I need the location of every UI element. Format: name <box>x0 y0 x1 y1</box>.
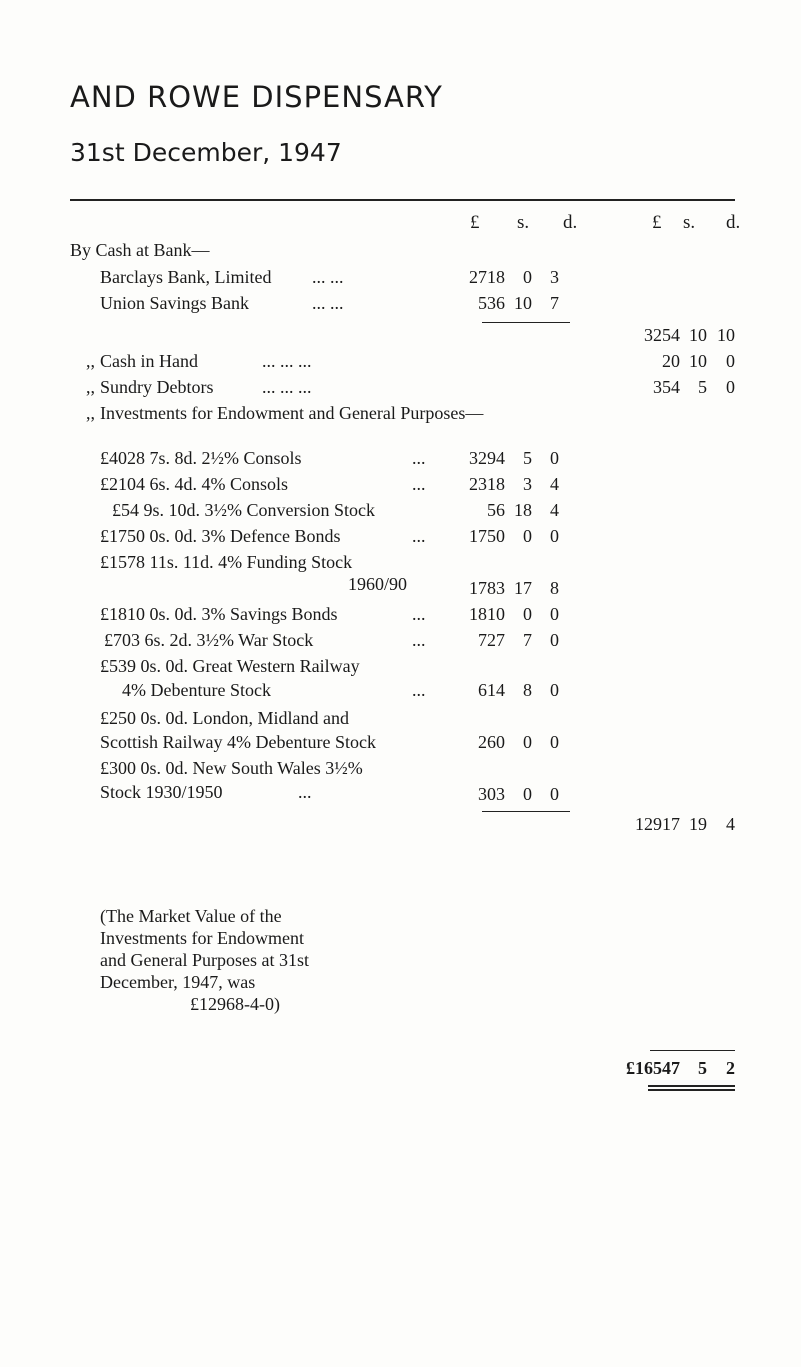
amount-pounds: 354 <box>653 377 680 397</box>
inner-pounds-header: £ <box>470 212 480 233</box>
amount-pounds: 2318 <box>469 474 505 494</box>
amount-pence: 0 <box>550 526 559 546</box>
leader-dots: ... ... <box>312 267 344 287</box>
grand-total-rule <box>650 1050 735 1051</box>
investment-description: £4028 7s. 8d. 2½% Consols <box>100 448 302 468</box>
amount-pence: 0 <box>550 604 559 624</box>
statement-date: 31st December, 1947 <box>70 138 342 167</box>
outer-shillings-header: s. <box>683 212 696 233</box>
note-line: (The Market Value of the <box>100 906 282 926</box>
leader-dots: ... <box>412 448 426 468</box>
grand-total-pence: 2 <box>726 1058 735 1078</box>
cash-at-bank-label: By Cash at Bank— <box>70 240 210 260</box>
grand-total-shillings: 5 <box>698 1058 707 1078</box>
ditto-mark: ,, <box>86 403 95 423</box>
subtotal-rule <box>482 322 570 323</box>
amount-pence: 4 <box>550 474 559 494</box>
investment-description-cont: 1960/90 <box>347 574 407 594</box>
leader-dots: ... <box>412 680 426 700</box>
investment-description: £54 9s. 10d. 3½% Conversion Stock <box>112 500 375 520</box>
entry-label: Cash in Hand <box>100 351 198 371</box>
double-rule-top <box>648 1085 735 1087</box>
amount-pounds: 1750 <box>469 526 505 546</box>
leader-dots: ... <box>412 474 426 494</box>
amount-shillings: 18 <box>514 500 532 520</box>
outer-pounds-header: £ <box>652 212 662 233</box>
total-shillings: 19 <box>689 814 707 834</box>
amount-pence: 3 <box>550 267 559 287</box>
amount-shillings: 17 <box>514 578 532 598</box>
investment-description: £300 0s. 0d. New South Wales 3½% <box>100 758 363 778</box>
amount-shillings: 5 <box>698 377 707 397</box>
amount-pence: 0 <box>726 351 735 371</box>
amount-shillings: 7 <box>523 630 532 650</box>
ditto-mark: ,, <box>86 377 95 397</box>
subtotal-rule <box>482 811 570 812</box>
grand-total-pounds: £16547 <box>626 1058 680 1078</box>
investment-description-cont: Scottish Railway 4% Debenture Stock <box>100 732 376 752</box>
leader-dots: ... ... ... <box>262 351 312 371</box>
amount-pounds: 3294 <box>469 448 505 468</box>
inner-pence-header: d. <box>563 212 578 233</box>
amount-shillings: 0 <box>523 732 532 752</box>
investments-label: Investments for Endowment and General Purposes— <box>100 403 484 423</box>
amount-pence: 0 <box>550 732 559 752</box>
amount-shillings: 0 <box>523 604 532 624</box>
entry-label: Barclays Bank, Limited <box>100 267 272 287</box>
double-rule-bottom <box>648 1089 735 1091</box>
amount-pounds: 303 <box>478 784 505 804</box>
total-shillings: 10 <box>689 325 707 345</box>
leader-dots: ... <box>412 526 426 546</box>
entry-label: Union Savings Bank <box>100 293 250 313</box>
total-pounds: 3254 <box>644 325 680 345</box>
amount-pence: 4 <box>550 500 559 520</box>
investment-description: £539 0s. 0d. Great Western Railway <box>100 656 360 676</box>
amount-pounds: 20 <box>662 351 680 371</box>
investment-description: £1750 0s. 0d. 3% Defence Bonds <box>100 526 341 546</box>
amount-pence: 0 <box>550 630 559 650</box>
amount-pounds: 536 <box>478 293 505 313</box>
note-line: Investments for Endowment <box>100 928 304 948</box>
amount-shillings: 5 <box>523 448 532 468</box>
total-pence: 4 <box>726 814 735 834</box>
leader-dots: ... <box>298 782 312 802</box>
amount-pounds: 614 <box>478 680 505 700</box>
amount-pence: 0 <box>550 784 559 804</box>
amount-pence: 7 <box>550 293 559 313</box>
amount-shillings: 10 <box>514 293 532 313</box>
amount-shillings: 3 <box>523 474 532 494</box>
inner-shillings-header: s. <box>517 212 530 233</box>
amount-shillings: 10 <box>689 351 707 371</box>
investment-description: £1810 0s. 0d. 3% Savings Bonds <box>100 604 338 624</box>
amount-pounds: 1783 <box>469 578 505 598</box>
amount-pounds: 56 <box>487 500 505 520</box>
header-rule <box>70 199 735 201</box>
leader-dots: ... <box>412 604 426 624</box>
amount-pounds: 2718 <box>469 267 505 287</box>
leader-dots: ... ... ... <box>262 377 312 397</box>
amount-shillings: 0 <box>523 526 532 546</box>
amount-pounds: 727 <box>478 630 505 650</box>
amount-pence: 0 <box>550 680 559 700</box>
amount-shillings: 0 <box>523 784 532 804</box>
amount-shillings: 8 <box>523 680 532 700</box>
total-pounds: 12917 <box>635 814 680 834</box>
note-line: £12968-4-0) <box>190 994 280 1014</box>
investment-description-cont: Stock 1930/1950 <box>100 782 223 802</box>
amount-pence: 0 <box>726 377 735 397</box>
leader-dots: ... ... <box>312 293 344 313</box>
amount-pounds: 260 <box>478 732 505 752</box>
investment-description: £2104 6s. 4d. 4% Consols <box>100 474 289 494</box>
investment-description: £1578 11s. 11d. 4% Funding Stock <box>100 552 353 572</box>
ditto-mark: ,, <box>86 351 95 371</box>
entry-label: Sundry Debtors <box>100 377 214 397</box>
total-pence: 10 <box>717 325 735 345</box>
investment-description-cont: 4% Debenture Stock <box>122 680 271 700</box>
investment-description: £703 6s. 2d. 3½% War Stock <box>104 630 314 650</box>
outer-pence-header: d. <box>726 212 741 233</box>
amount-pence: 0 <box>550 448 559 468</box>
note-line: December, 1947, was <box>100 972 256 992</box>
leader-dots: ... <box>412 630 426 650</box>
page-title: AND ROWE DISPENSARY <box>70 80 443 114</box>
amount-pounds: 1810 <box>469 604 505 624</box>
note-line: and General Purposes at 31st <box>100 950 309 970</box>
amount-pence: 8 <box>550 578 559 598</box>
amount-shillings: 0 <box>523 267 532 287</box>
investment-description: £250 0s. 0d. London, Midland and <box>100 708 349 728</box>
